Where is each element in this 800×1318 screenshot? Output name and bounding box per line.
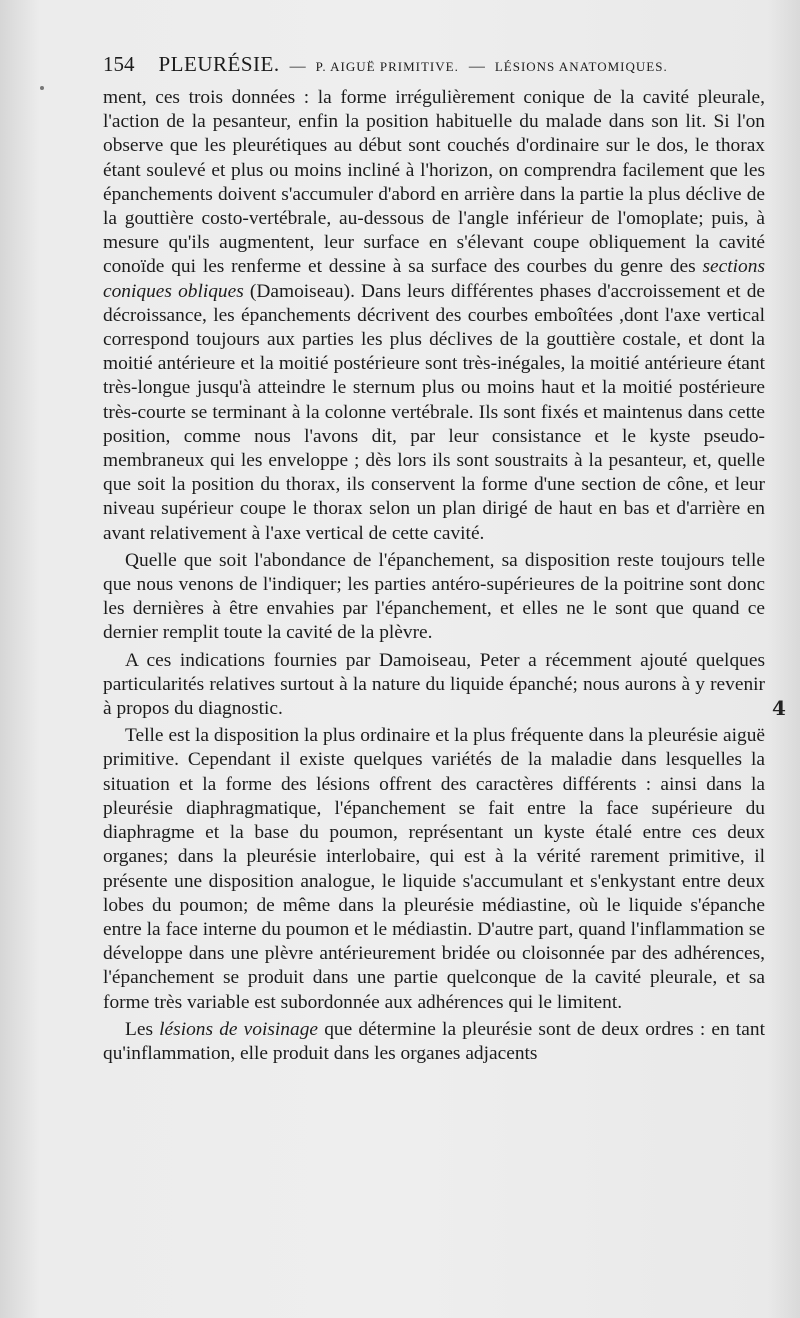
page-number: 154 [103,52,135,76]
running-header [103,52,768,77]
paragraph-2: Quelle que soit l'abondance de l'épanchement, sa disposition reste toujours telle que nous venons de l'indiquer; les parties antéro-supérieures de la poitrine sont donc les dernières à être envahies par l'épanchement, et elles ne le sont que quand ce dernier remplit toute la cavité de la plèvre. [103,549,765,644]
paragraph-3: A ces indications fournies par Damoiseau, Peter a récemment ajouté quelques particularités relatives surtout à la nature du liquide épanché; nous aurons à y revenir à propos du diagnostic. [103,649,765,720]
paragraph-1 [103,86,765,546]
paragraph-5-italic: lésions de voisinage [159,1018,319,1040]
paragraph-4: Telle est la disposition la plus ordinaire et la plus fréquente dans la pleurésie aiguë primitive. Cependant il existe quelques variétés de la maladie dans lesquelles la situation et la forme des lésions offrent des caractères différents : ainsi dans la pleurésie diaphragmatique, l'épanchement se fait entre la face supérieure du diaphragme et la base du poumon, représentant un kyste étalé entre ces deux organes; dans la pleurésie interlobaire, qui est à la vérité rarement primitive, il présente une disposition analogue, le liquide s'accumulant et s'enkystant entre deux lobes du poumon; de même dans la pleurésie médiastine, où le liquide s'épanche entre la face interne du poumon et le médiastin. D'autre part, quand l'inflammation se développe dans une plèvre antérieurement bridée ou cloisonnée par des adhérences, l'épanchement se produit dans une partie quelconque de la cavité pleurale, et sa forme très variable est subordonnée aux adhérences qui le limitent. [103,725,765,1013]
paragraph-5-text-a: Les [125,1018,160,1040]
paragraph-5-text-b: que détermine la pleurésie sont de deux ordres : en tant qu'inflammation, elle produit dans les organes adjacents [103,1018,765,1064]
body-text [103,86,765,1066]
paragraph-5 [103,1018,765,1066]
paragraph-1-text-b: (Damoiseau). Dans leurs différentes phases d'accroissement et de décroissance, les épanchements décrivent des courbes emboîtées ,dont l'axe vertical correspond toujours aux parties les plus déclives de la gouttière costale, et dont la moitié antérieure et la moitié postérieure sont très-inégales, la moitié antérieure étant très-longue jusqu'à atteindre le sternum plus ou moins haut et la moitié postérieure très-courte se terminant à la colonne vertébrale. Ils sont fixés et maintenus dans cette position, comme nous l'avons dit, par leur consistance et le kyste pseudo-membraneux qui les enveloppe ; dès lors ils sont soustraits à la pesanteur, et, quelle que soit la position du thorax, ils conservent la forme d'une section de cône, et leur niveau supérieur coupe le thorax selon un plan dirigé de haut en bas et d'arrière en avant relativement à l'axe vertical de cette cavité. [103,280,765,544]
paragraph-1-italic: sections coniques obliques [103,256,765,302]
running-title: PLEURÉSIE. [158,52,280,76]
header-separator: — [468,58,485,75]
header-separator: — [289,58,306,75]
speck-mark [40,86,44,90]
header-subtitle-2: LÉSIONS ANATOMIQUES. [494,59,668,74]
header-subtitle-1: P. AIGUË PRIMITIVE. [315,59,459,74]
paragraph-1-text-a: ment, ces trois données : la forme irrégulièrement conique de la cavité pleurale, l'action de la pesanteur, enfin la position habituelle du malade dans son lit. Si l'on observe que les pleurétiques au début sont couchés d'ordinaire sur le dos, le thorax étant soulevé et plus ou moins incliné à l'horizon, on comprendra facilement que les épanchements doivent s'accumuler d'abord en arrière dans la partie la plus déclive de la gouttière costo-vertébrale, au-dessous de l'angle inférieur de l'omoplate; puis, à mesure qu'ils augmentent, leur surface en s'élevant coupe obliquement la cavité conoïde qui les renferme et dessine à sa surface des courbes du genre des [103,87,765,278]
margin-annotation: 4 [772,696,786,720]
